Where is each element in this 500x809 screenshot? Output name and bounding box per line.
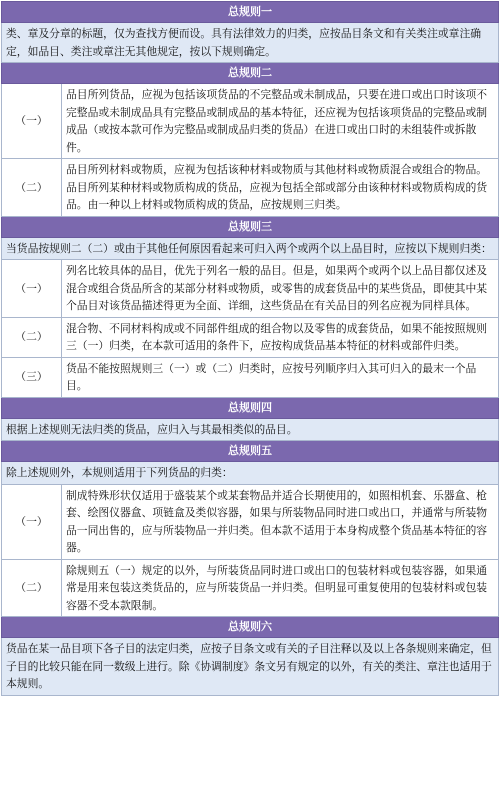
rule4-body: 根据上述规则无法归类的货品，应归入与其最相类似的品目。 (2, 418, 499, 441)
rule2-item-text: 品目所列货品，应视为包括该项货品的不完整品或未制成品，只要在进口或出口时该项不完整品或未制成品具有完整品或制成品的基本特征，还应视为包括该项货品的完整品或制成品（或按本款可作为完整品或制成品归类的货品）在进口或出口时的未组装件或拆散件。 (62, 84, 499, 159)
rule5-title: 总规则五 (2, 441, 499, 462)
rule3-item-row (2, 317, 499, 357)
rule3-item-text: 货品不能按照规则三（一）或（二）归类时，应按号列顺序归入其可归入的最末一个品目。 (62, 357, 499, 397)
rule1-header-row (2, 2, 499, 23)
rule3-item-text: 列名比较具体的品目，优先于列名一般的品目。但是，如果两个或两个以上品目都仅述及混合或组合货品所含的某部分材料或物质，或零售的成套货品中的某些货品，即使其中某个品目对该货品描述得更为全面、详细，这些货品在有关品目的列名应视为同样具体。 (62, 260, 499, 318)
rule2-header-row (2, 63, 499, 84)
rule4-body-row (2, 418, 499, 441)
rule3-item-label: （三） (2, 357, 62, 397)
rule5-item-row (2, 559, 499, 617)
rule6-header-row (2, 617, 499, 638)
rule4-header-row (2, 397, 499, 418)
rule5-intro: 除上述规则外，本规则适用于下列货品的归类： (2, 462, 499, 485)
rule3-item-row (2, 357, 499, 397)
rule3-item-row (2, 260, 499, 318)
rule6-body: 货品在某一品目项下各子目的法定归类，应按子目条文或有关的子目注释以及以上各条规则来确定，但子目的比较只能在同一数级上进行。除《协调制度》条文另有规定的以外，有关的类注、章注也适用于本规则。 (2, 638, 499, 696)
rule3-intro-row (2, 237, 499, 260)
rule2-item-text: 品目所列材料或物质，应视为包括该种材料或物质与其他材料或物质混合或组合的物品。品目所列某种材料或物质构成的货品，应视为包括全部或部分由该种材料或物质构成的货品。由一种以上材料或物质构成的货品，应按规则三归类。 (62, 159, 499, 217)
rule3-header-row (2, 216, 499, 237)
rule6-title: 总规则六 (2, 617, 499, 638)
rule5-item-text: 除规则五（一）规定的以外，与所装货品同时进口或出口的包装材料或包装容器，如果通常是用来包装这类货品的，应与所装货品一并归类。但明显可重复使用的包装材料或包装容器不受本款限制。 (62, 559, 499, 617)
rules-document (1, 1, 499, 696)
rule4-title: 总规则四 (2, 397, 499, 418)
rule2-title: 总规则二 (2, 63, 499, 84)
rule5-item-label: （二） (2, 559, 62, 617)
rule5-item-text: 制成特殊形状仅适用于盛装某个或某套物品并适合长期使用的，如照相机套、乐器盒、枪套、绘图仪器盒、项链盒及类似容器，如果与所装物品同时进口或出口，并通常与所装物品一同出售的，应与所装物品一并归类。但本款不适用于本身构成整个货品基本特征的容器。 (62, 484, 499, 559)
rule5-item-row (2, 484, 499, 559)
rule3-item-text: 混合物、不同材料构成或不同部件组成的组合物以及零售的成套货品，如果不能按照规则三（一）归类，在本款可适用的条件下，应按构成货品基本特征的材料或部件归类。 (62, 317, 499, 357)
rule6-body-row (2, 638, 499, 696)
rule1-body: 类、章及分章的标题，仅为查找方便而设。具有法律效力的归类，应按品目条文和有关类注或章注确定，如品目、类注或章注无其他规定，按以下规则确定。 (2, 23, 499, 63)
rule5-header-row (2, 441, 499, 462)
rule1-body-row (2, 23, 499, 63)
rule5-intro-row (2, 462, 499, 485)
rules-table (1, 1, 499, 696)
rule2-item-label: （一） (2, 84, 62, 159)
rule3-item-label: （一） (2, 260, 62, 318)
rule3-intro: 当货品按规则二（二）或由于其他任何原因看起来可归入两个或两个以上品目时，应按以下规则归类： (2, 237, 499, 260)
rule2-item-label: （二） (2, 159, 62, 217)
rule2-item-row (2, 84, 499, 159)
rule3-title: 总规则三 (2, 216, 499, 237)
rule5-item-label: （一） (2, 484, 62, 559)
rule2-item-row (2, 159, 499, 217)
rule1-title: 总规则一 (2, 2, 499, 23)
rule3-item-label: （二） (2, 317, 62, 357)
